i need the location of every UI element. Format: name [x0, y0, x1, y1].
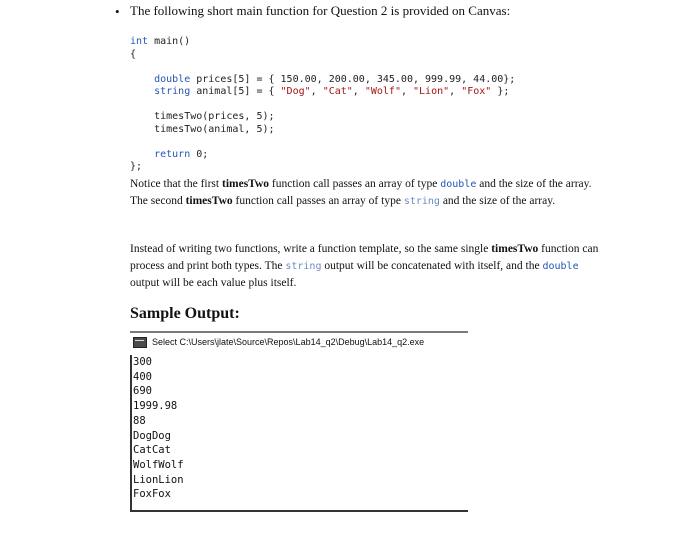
console-window — [130, 331, 468, 512]
code-text: timesTwo(animal, 5); — [154, 123, 275, 135]
console-line: 1999.98 — [133, 400, 178, 413]
code-block — [130, 36, 515, 174]
code-text: { — [130, 48, 137, 60]
code-string: "Dog" — [280, 86, 311, 97]
console-line: 300 — [133, 356, 152, 368]
code-keyword: int — [130, 36, 149, 47]
bullet-point: • — [115, 4, 120, 19]
code-text: animal[5] = { — [190, 86, 281, 97]
text: function call passes an array of type — [269, 178, 441, 190]
type-keyword: double — [440, 179, 477, 190]
text: and the size of the array. The second — [130, 178, 592, 207]
code-string: "Cat" — [322, 86, 353, 97]
code-string: "Lion" — [413, 86, 450, 97]
type-keyword: double — [542, 261, 579, 272]
console-line: FoxFox — [133, 488, 171, 501]
console-window-icon — [133, 337, 147, 348]
code-keyword: string — [154, 86, 191, 97]
code-text: 0; — [190, 148, 209, 160]
text: function call passes an array of type — [232, 195, 404, 207]
type-keyword: string — [285, 261, 322, 272]
code-text: prices[5] = { 150.00, 200.00, 345.00, 999.99, 44.00}; — [190, 73, 516, 85]
console-output — [130, 355, 184, 510]
console-window-title: Select C:\Users\jlate\Source\Repos\Lab14_q2\Debug\Lab14_q2.exe — [152, 337, 425, 347]
function-name: timesTwo — [221, 178, 270, 190]
code-text: }; — [130, 161, 143, 172]
code-text: , — [310, 86, 323, 97]
code-text: timesTwo(prices, 5); — [154, 111, 275, 122]
code-keyword: double — [154, 73, 191, 85]
paragraph-notice — [130, 176, 600, 210]
text: output will be concatenated with itself, and the — [321, 260, 543, 272]
text: and the size of the array. — [439, 195, 556, 207]
sample-output-title: Sample Output: — [130, 305, 240, 322]
text: function can process and print both types. The — [130, 243, 599, 272]
text: Notice that the first — [130, 178, 222, 190]
code-text: }; — [491, 86, 510, 97]
console-line: 400 — [133, 370, 152, 383]
console-line: WolfWolf — [133, 458, 184, 471]
console-titlebar[interactable] — [130, 333, 468, 351]
text: output will be each value plus itself. — [130, 277, 297, 289]
type-keyword: string — [403, 196, 440, 207]
code-text: , — [352, 86, 365, 97]
function-name: timesTwo — [491, 243, 539, 255]
console-line: LionLion — [133, 473, 184, 486]
console-line: 690 — [133, 385, 152, 398]
code-text: main() — [148, 36, 191, 47]
paragraph-instructions — [130, 241, 600, 292]
code-text: , — [400, 86, 414, 97]
console-line: CatCat — [133, 444, 171, 457]
code-string: "Fox" — [461, 86, 492, 97]
console-line: 88 — [133, 414, 146, 427]
text: Instead of writing two functions, write a function template, so the same single — [130, 243, 492, 255]
code-string: "Wolf" — [364, 86, 401, 97]
question-heading: The following short main function for Question 2 is provided on Canvas: — [130, 3, 511, 18]
function-name: timesTwo — [185, 195, 233, 207]
code-text: , — [449, 86, 462, 97]
code-keyword: return — [154, 148, 191, 160]
console-line: DogDog — [133, 429, 171, 442]
